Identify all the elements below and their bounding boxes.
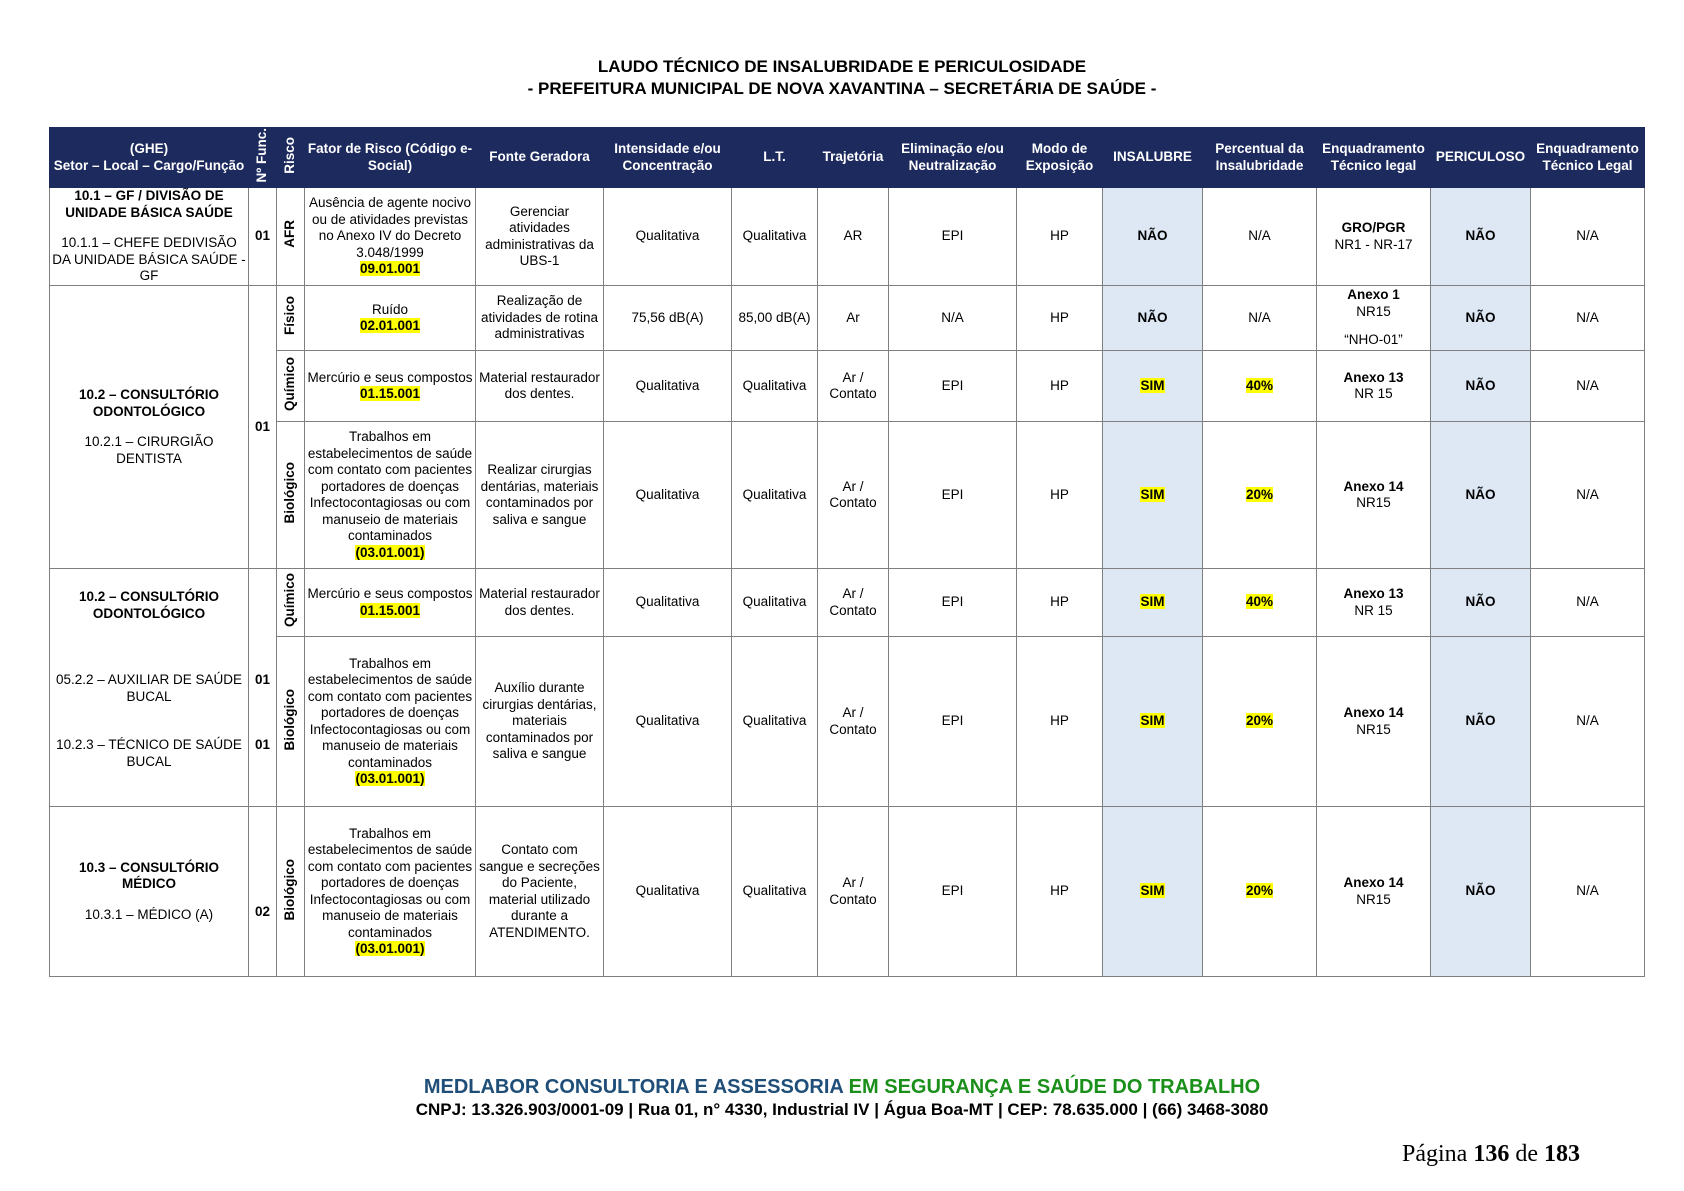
table-row bbox=[50, 637, 1645, 807]
trajetoria-cell: AR bbox=[818, 188, 889, 286]
esocial-code: 09.01.001 bbox=[359, 261, 421, 277]
eliminacao-cell: EPI bbox=[889, 188, 1017, 286]
esocial-code: 02.01.001 bbox=[359, 318, 421, 333]
fonte-cell: Realização de atividades de rotina administrativas bbox=[476, 286, 604, 351]
col-header-lt: L.T. bbox=[732, 128, 818, 188]
ghe-cell: 10.1 – GF / DIVISÃO DE UNIDADE BÁSICA SAÚDE 10.1.1 – CHEFE DEDIVISÃO DA UNIDADE BÁSICA SAÚDE - GF bbox=[50, 188, 249, 286]
col-header-ghe: (GHE) Setor – Local – Cargo/Função bbox=[50, 128, 249, 188]
fator-cell: Trabalhos em estabelecimentos de saúde com contato com pacientes portadores de doenças Infectocontagiosas ou com manuseio de materiais contaminados (03.01.001) bbox=[305, 422, 476, 569]
nfunc-cell: 02 bbox=[249, 807, 277, 977]
lt-cell: Qualitativa bbox=[732, 807, 818, 977]
insalubre-cell: SIM bbox=[1103, 351, 1203, 422]
enquadramento-cell: Anexo 14 NR15 bbox=[1317, 807, 1431, 977]
intensidade-cell: Qualitativa bbox=[604, 807, 732, 977]
modo-cell: HP bbox=[1017, 286, 1103, 351]
risco-cell: Biológico bbox=[277, 637, 305, 807]
trajetoria-cell: Ar / Contato bbox=[818, 569, 889, 637]
fonte-cell: Contato com sangue e secreções do Paciente, material utilizado durante a ATENDIMENTO. bbox=[476, 807, 604, 977]
eliminacao-cell: EPI bbox=[889, 422, 1017, 569]
enquadramento2-cell: N/A bbox=[1531, 286, 1645, 351]
enquadramento2-cell: N/A bbox=[1531, 351, 1645, 422]
lt-cell: Qualitativa bbox=[732, 569, 818, 637]
lt-cell: Qualitativa bbox=[732, 188, 818, 286]
risco-cell: Químico bbox=[277, 569, 305, 637]
esocial-code: (03.01.001) bbox=[355, 771, 425, 786]
enquadramento2-cell: N/A bbox=[1531, 188, 1645, 286]
fonte-cell: Auxílio durante cirurgias dentárias, materiais contaminados por saliva e sangue bbox=[476, 637, 604, 807]
modo-cell: HP bbox=[1017, 188, 1103, 286]
lt-cell: Qualitativa bbox=[732, 422, 818, 569]
eliminacao-cell: EPI bbox=[889, 569, 1017, 637]
insalubre-cell: NÃO bbox=[1103, 188, 1203, 286]
footer-address: CNPJ: 13.326.903/0001-09 | Rua 01, n° 4330, Industrial IV | Água Boa-MT | CEP: 78.635.000 | (66) 3468-3080 bbox=[415, 1100, 1269, 1119]
nfunc-cell: 01 bbox=[249, 188, 277, 286]
enquadramento-cell: Anexo 13 NR 15 bbox=[1317, 351, 1431, 422]
enquadramento-cell: Anexo 14 NR15 bbox=[1317, 422, 1431, 569]
enquadramento-cell: Anexo 13 NR 15 bbox=[1317, 569, 1431, 637]
risco-cell: Biológico bbox=[277, 422, 305, 569]
document-subtitle: - PREFEITURA MUNICIPAL DE NOVA XAVANTINA – SECRETÁRIA DE SAÚDE - bbox=[527, 79, 1157, 98]
col-header-eliminacao: Eliminação e/ou Neutralização bbox=[889, 128, 1017, 188]
intensidade-cell: Qualitativa bbox=[604, 569, 732, 637]
col-header-insalubre: INSALUBRE bbox=[1103, 128, 1203, 188]
lt-cell: 85,00 dB(A) bbox=[732, 286, 818, 351]
nfunc-cell: 01 01 bbox=[249, 569, 277, 807]
fonte-cell: Realizar cirurgias dentárias, materiais contaminados por saliva e sangue bbox=[476, 422, 604, 569]
insalubre-cell: SIM bbox=[1103, 637, 1203, 807]
esocial-code: (03.01.001) bbox=[355, 544, 425, 560]
periculoso-cell: NÃO bbox=[1431, 807, 1531, 977]
ghe-cell: 10.2 – CONSULTÓRIO ODONTOLÓGICO 05.2.2 – AUXILIAR DE SAÚDE BUCAL 10.2.3 – TÉCNICO DE SAÚDE BUCAL bbox=[50, 569, 249, 807]
col-header-percentual: Percentual da Insalubridade bbox=[1203, 128, 1317, 188]
percentual-cell: 40% bbox=[1203, 351, 1317, 422]
risco-cell: Físico bbox=[277, 286, 305, 351]
document-title: LAUDO TÉCNICO DE INSALUBRIDADE E PERICULOSIDADE bbox=[597, 57, 1087, 76]
eliminacao-cell: N/A bbox=[889, 286, 1017, 351]
periculoso-cell: NÃO bbox=[1431, 351, 1531, 422]
enquadramento-cell: GRO/PGR NR1 - NR-17 bbox=[1317, 188, 1431, 286]
trajetoria-cell: Ar / Contato bbox=[818, 807, 889, 977]
nfunc-cell: 01 bbox=[249, 286, 277, 569]
fator-cell: Mercúrio e seus compostos 01.15.001 bbox=[305, 569, 476, 637]
modo-cell: HP bbox=[1017, 569, 1103, 637]
fator-cell: Trabalhos em estabelecimentos de saúde com contato com pacientes portadores de doenças Infectocontagiosas ou com manuseio de materiais contaminados (03.01.001) bbox=[305, 637, 476, 807]
col-header-enquadramento2: Enquadramento Técnico Legal bbox=[1531, 128, 1645, 188]
insalubre-cell: SIM bbox=[1103, 807, 1203, 977]
eliminacao-cell: EPI bbox=[889, 807, 1017, 977]
enquadramento2-cell: N/A bbox=[1531, 569, 1645, 637]
col-header-fonte: Fonte Geradora bbox=[476, 128, 604, 188]
table-row bbox=[50, 351, 1645, 422]
fonte-cell: Material restaurador dos dentes. bbox=[476, 351, 604, 422]
trajetoria-cell: Ar / Contato bbox=[818, 637, 889, 807]
col-header-nfunc: Nº Func. bbox=[249, 128, 277, 188]
percentual-cell: N/A bbox=[1203, 188, 1317, 286]
intensidade-cell: Qualitativa bbox=[604, 637, 732, 807]
col-header-intensidade: Intensidade e/ou Concentração bbox=[604, 128, 732, 188]
fator-cell: Ausência de agente nocivo ou de atividades previstas no Anexo IV do Decreto 3.048/1999 09.01.001 bbox=[305, 188, 476, 286]
lt-cell: Qualitativa bbox=[732, 351, 818, 422]
col-header-fator: Fator de Risco (Código e-Social) bbox=[305, 128, 476, 188]
enquadramento-cell: Anexo 1 NR15 “NHO-01” bbox=[1317, 286, 1431, 351]
ghe-cell: 10.3 – CONSULTÓRIO MÉDICO 10.3.1 – MÉDICO (A) bbox=[50, 807, 249, 977]
enquadramento2-cell: N/A bbox=[1531, 422, 1645, 569]
risco-cell: Biológico bbox=[277, 807, 305, 977]
intensidade-cell: Qualitativa bbox=[604, 422, 732, 569]
eliminacao-cell: EPI bbox=[889, 351, 1017, 422]
table-header-row bbox=[50, 128, 1645, 188]
intensidade-cell: 75,56 dB(A) bbox=[604, 286, 732, 351]
col-header-periculoso: PERICULOSO bbox=[1431, 128, 1531, 188]
fator-cell: Mercúrio e seus compostos 01.15.001 bbox=[305, 351, 476, 422]
intensidade-cell: Qualitativa bbox=[604, 188, 732, 286]
periculoso-cell: NÃO bbox=[1431, 637, 1531, 807]
ghe-cell: 10.2 – CONSULTÓRIO ODONTOLÓGICO 10.2.1 – CIRURGIÃO DENTISTA bbox=[50, 286, 249, 569]
modo-cell: HP bbox=[1017, 422, 1103, 569]
enquadramento2-cell: N/A bbox=[1531, 637, 1645, 807]
periculoso-cell: NÃO bbox=[1431, 286, 1531, 351]
modo-cell: HP bbox=[1017, 637, 1103, 807]
page-number: Página 136 de 183 bbox=[1402, 1141, 1580, 1167]
insalubre-cell: SIM bbox=[1103, 422, 1203, 569]
percentual-cell: 20% bbox=[1203, 807, 1317, 977]
insalubre-cell: NÃO bbox=[1103, 286, 1203, 351]
trajetoria-cell: Ar / Contato bbox=[818, 422, 889, 569]
col-header-modo: Modo de Exposição bbox=[1017, 128, 1103, 188]
trajetoria-cell: Ar bbox=[818, 286, 889, 351]
modo-cell: HP bbox=[1017, 351, 1103, 422]
col-header-trajetoria: Trajetória bbox=[818, 128, 889, 188]
footer-company: MEDLABOR CONSULTORIA E ASSESSORIA EM SEGURANÇA E SAÚDE DO TRABALHO bbox=[423, 1076, 1261, 1098]
insalubre-cell: SIM bbox=[1103, 569, 1203, 637]
enquadramento-cell: Anexo 14 NR15 bbox=[1317, 637, 1431, 807]
col-header-enquadramento: Enquadramento Técnico legal bbox=[1317, 128, 1431, 188]
percentual-cell: 20% bbox=[1203, 637, 1317, 807]
table-row bbox=[50, 286, 1645, 351]
table-row bbox=[50, 422, 1645, 569]
esocial-code: (03.01.001) bbox=[355, 941, 425, 956]
table-row bbox=[50, 569, 1645, 637]
fonte-cell: Gerenciar atividades administrativas da UBS-1 bbox=[476, 188, 604, 286]
risco-cell: AFR bbox=[277, 188, 305, 286]
eliminacao-cell: EPI bbox=[889, 637, 1017, 807]
percentual-cell: 20% bbox=[1203, 422, 1317, 569]
col-header-risco: Risco bbox=[277, 128, 305, 188]
lt-cell: Qualitativa bbox=[732, 637, 818, 807]
fator-cell: Trabalhos em estabelecimentos de saúde com contato com pacientes portadores de doenças Infectocontagiosas ou com manuseio de materiais contaminados (03.01.001) bbox=[305, 807, 476, 977]
percentual-cell: N/A bbox=[1203, 286, 1317, 351]
fonte-cell: Material restaurador dos dentes. bbox=[476, 569, 604, 637]
esocial-code: 01.15.001 bbox=[359, 602, 421, 618]
esocial-code: 01.15.001 bbox=[359, 386, 421, 401]
table-row bbox=[50, 807, 1645, 977]
trajetoria-cell: Ar / Contato bbox=[818, 351, 889, 422]
risco-cell: Químico bbox=[277, 351, 305, 422]
enquadramento2-cell: N/A bbox=[1531, 807, 1645, 977]
percentual-cell: 40% bbox=[1203, 569, 1317, 637]
periculoso-cell: NÃO bbox=[1431, 422, 1531, 569]
periculoso-cell: NÃO bbox=[1431, 188, 1531, 286]
table-row bbox=[50, 188, 1645, 286]
intensidade-cell: Qualitativa bbox=[604, 351, 732, 422]
risk-table bbox=[49, 127, 1645, 977]
modo-cell: HP bbox=[1017, 807, 1103, 977]
periculoso-cell: NÃO bbox=[1431, 569, 1531, 637]
fator-cell: Ruído 02.01.001 bbox=[305, 286, 476, 351]
